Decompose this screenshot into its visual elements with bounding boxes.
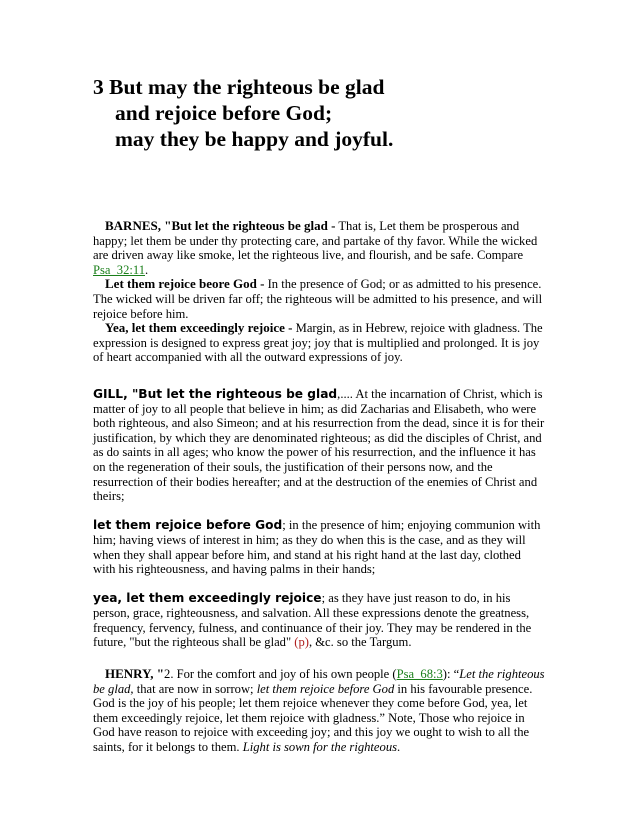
henry-emphasis-3: Light is sown for the righteous — [242, 739, 398, 754]
barnes-label-3: Yea, let them exceedingly rejoice - — [105, 320, 293, 336]
barnes-commentary — [93, 219, 545, 365]
verse-line-3: may they be happy and joyful. — [115, 127, 394, 151]
gill-paragraph-1 — [93, 387, 545, 504]
verse-line-1: 3 But may the righteous be glad — [93, 75, 385, 99]
gill-label-2: let them rejoice before God — [93, 518, 283, 533]
gill-label-3: yea, let them exceedingly rejoice — [93, 591, 322, 606]
gill-text-1: ,.... At the incarnation of Christ, which is matter of joy to all people that believe in him; as did Zacharias and Elisabeth, who were both righteous, and also Simeon; and at his resurrection from the dead, since it is for their justification, by which they are denominated righteous; as did the disciples of Christ, and as do saints in all ages; who know the power of his resurrection, and the influence it has on the regeneration of their souls, the justification of their persons now, and the resurrection of their bodies hereafter; and at the destruction of the enemies of Christ and theirs; — [93, 387, 545, 504]
verse-heading — [93, 74, 545, 152]
gill-commentary — [93, 387, 545, 650]
henry-paragraph — [93, 667, 545, 755]
gill-label: GILL, "But let the righteous be glad — [93, 387, 338, 401]
henry-emphasis-1: Let the righteous be glad, — [93, 667, 545, 696]
henry-text-1: 2. For the comfort and joy of his own people ( — [164, 667, 397, 681]
barnes-scripture-link[interactable]: Psa_32:11 — [93, 262, 146, 277]
barnes-paragraph-1 — [93, 219, 545, 277]
barnes-text-1-end: . — [145, 262, 149, 277]
barnes-paragraph-2 — [93, 277, 545, 321]
henry-emphasis-2: let them rejoice before God — [256, 681, 395, 696]
gill-text-3-end: , &c. so the Targum. — [308, 635, 412, 650]
verse-line-2: and rejoice before God; — [115, 101, 333, 125]
gill-footnote-ref[interactable]: (p) — [294, 635, 309, 650]
henry-scripture-link[interactable]: Psa_68:3 — [396, 667, 443, 681]
barnes-text-2: In the presence of God; or as admitted to his presence. The wicked will be driven far off; the righteous will be admitted to his presence, and will rejoice before him. — [93, 277, 543, 321]
barnes-label: BARNES, "But let the righteous be glad - — [105, 218, 336, 233]
henry-text-5: . — [397, 739, 401, 754]
gill-text-3: ; as they have just reason to do, in his person, grace, righteousness, and salvation. All these expressions denote the greatness, frequency, fervency, fulness, and continuance of their joy. They may be rendered in the future, "but the righteous shall be glad" — [93, 591, 532, 650]
barnes-text-3: Margin, as in Hebrew, rejoice with gladness. The expression is designed to express great joy; joy that is multiplied and prolonged. It is joy of heart accompanied with all the outward expressions of joy. — [93, 321, 543, 365]
gill-paragraph-2 — [93, 518, 545, 576]
henry-commentary — [93, 667, 545, 755]
barnes-label-2: Let them rejoice beore God - — [105, 276, 265, 292]
henry-text-2: ): “ — [442, 667, 460, 681]
henry-text-4: in his favourable presence. God is the joy of his people; let them rejoice whenever they come before God, yea, let them exceedingly rejoice, let them rejoice with gladness.” Note, Those who rejoice in God have reason to rejoice with exceeding joy; and this joy we ought to wish to all the saints, for it belongs to them. — [93, 681, 533, 754]
henry-label: HENRY, " — [105, 666, 165, 681]
henry-text-3: that are now in sorrow; — [133, 681, 257, 696]
barnes-text-1: That is, Let them be prosperous and happy; let them be under thy protecting care, and partake of thy favor. While the wicked are driven away like smoke, let the righteous live, and flourish, and be safe. Compare — [93, 219, 538, 263]
gill-paragraph-3 — [93, 591, 545, 649]
barnes-paragraph-3 — [93, 321, 545, 365]
gill-text-2: ; in the presence of him; enjoying communion with him; having views of interest in him; as they do when this is the case, and as they will when they shall appear before him, and stand at his right hand at the last day, clothed with his righteousness, and having palms in their hands; — [93, 518, 541, 577]
